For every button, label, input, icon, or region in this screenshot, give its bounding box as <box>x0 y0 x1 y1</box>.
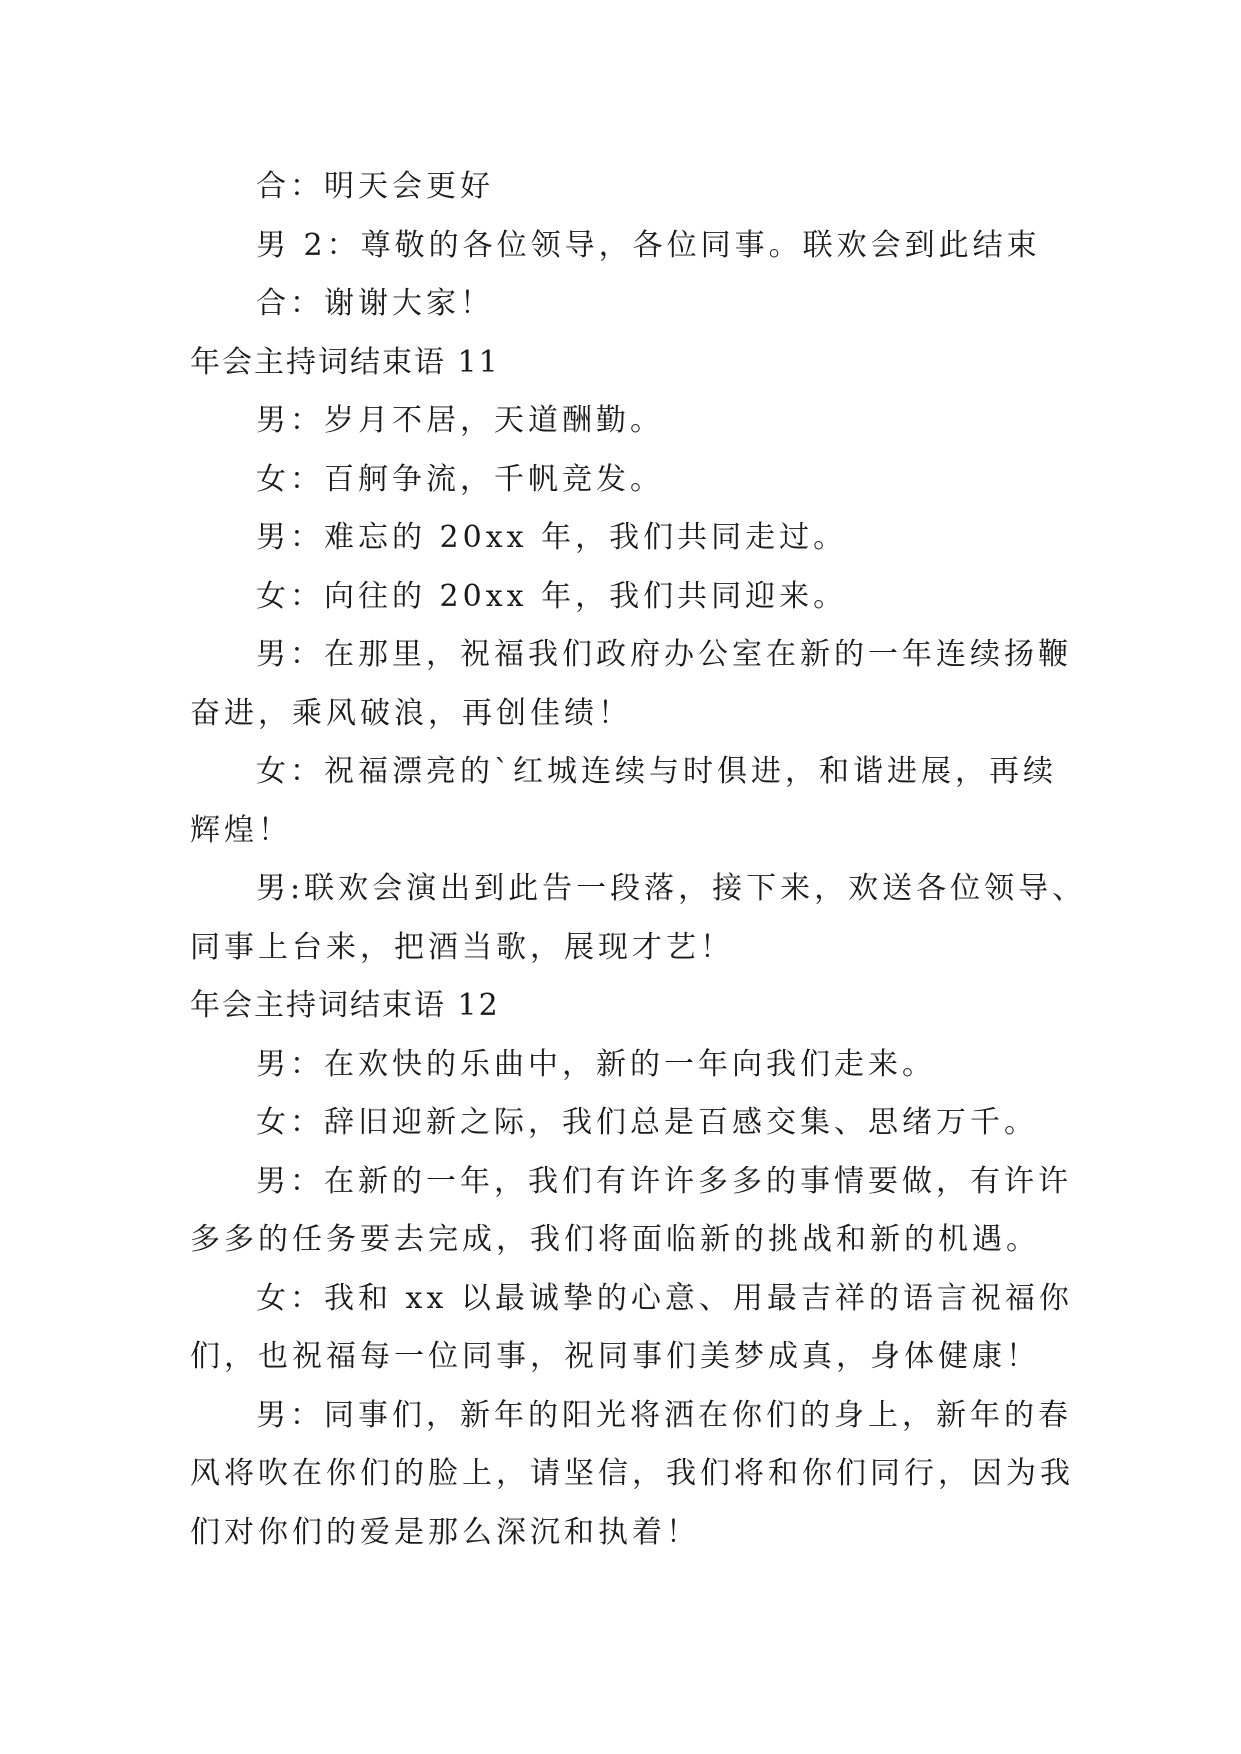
section-heading: 年会主持词结束语 11 <box>190 344 500 380</box>
text-line: 男：岁月不居，天道酬勤。 <box>256 403 664 438</box>
text-line-continued: 风将吹在你们的脸上，请坚信，我们将和你们同行，因为我 <box>190 1456 1074 1491</box>
text-line: 合：明天会更好 <box>256 169 494 204</box>
text-line: 男：在新的一年，我们有许许多多的事情要做，有许许 <box>256 1163 1072 1199</box>
text-line: 男：难忘的 20xx 年，我们共同走过。 <box>256 520 848 555</box>
text-line: 女：百舸争流，千帆竞发。 <box>256 461 664 497</box>
text-line: 女：祝福漂亮的`红城连续与时俱进，和谐进展，再续 <box>256 754 1057 789</box>
text-line: 女：我和 xx 以最诚挚的心意、用最吉祥的语言祝福你 <box>256 1280 1073 1316</box>
text-line: 女：向往的 20xx 年，我们共同迎来。 <box>256 578 848 614</box>
text-line: 合：谢谢大家！ <box>256 286 494 321</box>
text-line-continued: 们，也祝福每一位同事，祝同事们美梦成真，身体健康！ <box>190 1339 1040 1374</box>
text-line-continued: 们对你们的爱是那么深沉和执着！ <box>190 1514 700 1550</box>
text-line: 男：在欢快的乐曲中，新的一年向我们走来。 <box>256 1046 936 1082</box>
text-line: 男：在那里，祝福我们政府办公室在新的一年连续扬鞭 <box>256 637 1072 672</box>
text-line: 女：辞旧迎新之际，我们总是百感交集、思绪万千。 <box>256 1105 1038 1140</box>
document-body <box>190 158 1087 1562</box>
text-line: 男:联欢会演出到此告一段落，接下来，欢送各位领导、 <box>256 871 1087 906</box>
text-line: 男 2：尊敬的各位领导，各位同事。联欢会到此结束 <box>256 227 1041 263</box>
text-line-continued: 奋进，乘风破浪，再创佳绩！ <box>190 695 632 731</box>
text-line-continued: 辉煌！ <box>190 812 292 848</box>
text-line: 男：同事们，新年的阳光将洒在你们的身上，新年的春 <box>256 1397 1072 1433</box>
text-line-continued: 同事上台来，把酒当歌，展现才艺！ <box>190 929 734 965</box>
section-heading: 年会主持词结束语 12 <box>190 988 500 1023</box>
text-line-continued: 多多的任务要去完成，我们将面临新的挑战和新的机遇。 <box>190 1222 1040 1257</box>
